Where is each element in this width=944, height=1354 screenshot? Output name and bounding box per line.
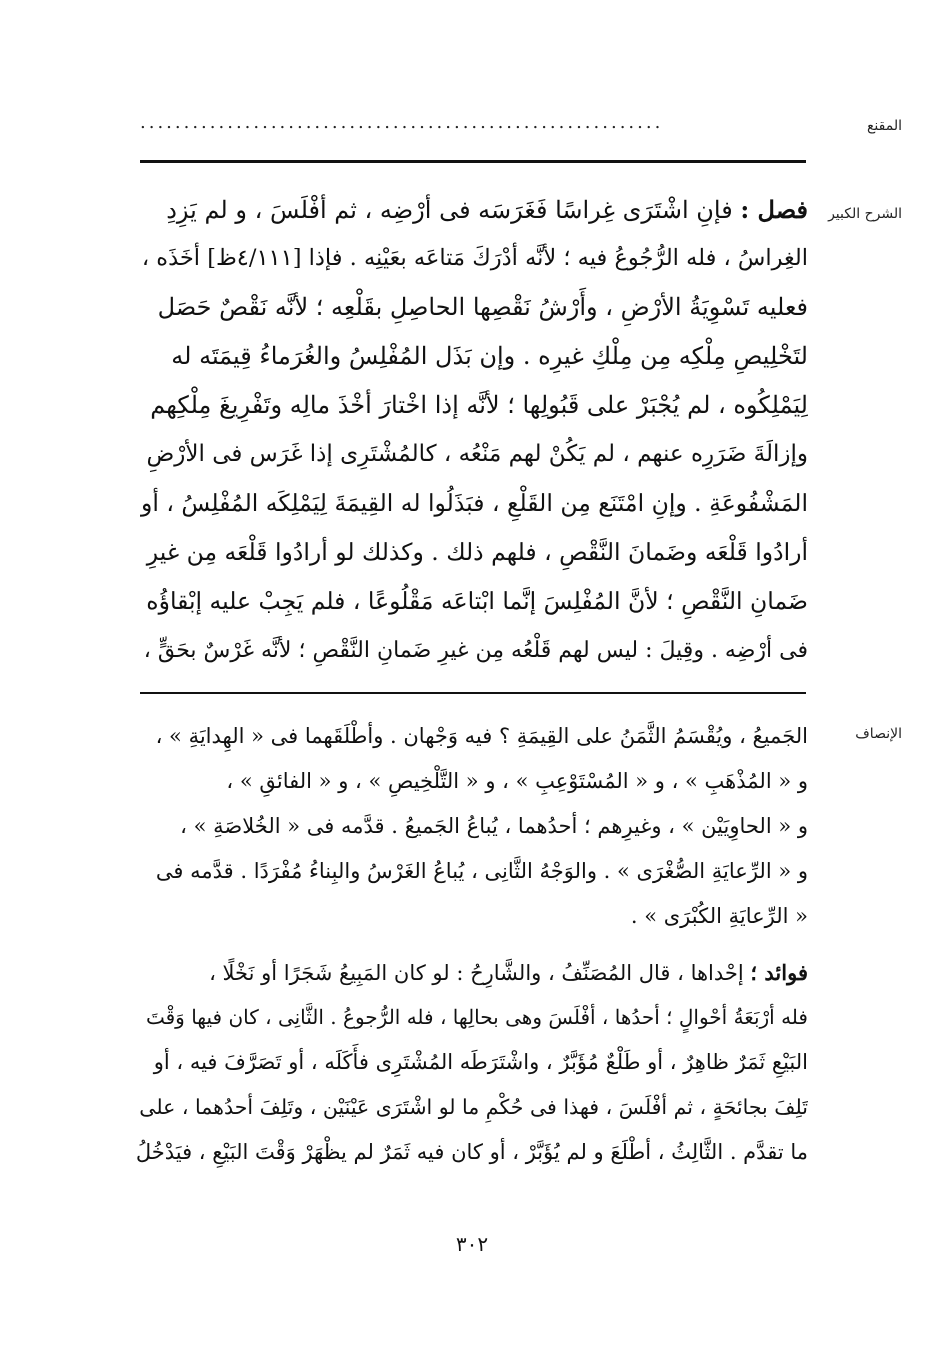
main-line-5: لِيَمْلِكُوه ، لم يُجْبَرْ على قَبُولِها ؛ لأنَّه إذا اخْتارَ أخْذَ مالِه وتَفْرِيغَ مِلْكِهم — [150, 391, 808, 419]
fawaid-line-5: ما تقدَّم . الثَّالِثُ ، أطْلَعَ و لم يُؤَبَّرْ ، أو كان فيه ثَمَرٌ لم يظْهَرْ وَقْتَ البَيْعِ ، فيَدْخُلُ — [136, 1140, 808, 1164]
fawaid-line-1: فوائد ؛ إحْداها ، قال المُصَنِّفُ ، والشَّارِحُ : لو كان المَبِيعُ شَجَرًا أو نَخْلًا ، — [209, 960, 808, 985]
footnote-line-1: الجَميعُ ، ويُقْسَمُ الثَّمَنُ على القِيمَةِ ؟ فيه وَجْهان . وأطْلَقَهما فى « الهِدايَةِ » ، — [155, 724, 808, 748]
section-heading: فصل : — [740, 195, 808, 224]
footnote-side-label: الإنصاف — [855, 726, 902, 742]
main-line-9: ضَمانِ النَّقْصِ ؛ لأنَّ المُفْلِسَ إنَّما ابْتاعَه مَقْلُوعًا ، فلم يَجِبْ عليه إبْقاؤُه — [146, 587, 808, 615]
main-line-4: لتَخْلِيصِ مِلْكِه مِن مِلْكِ غيرِه . وإن بَذَل المُفْلِسُ والغُرَماءُ قِيمَتَه له — [171, 342, 808, 370]
footnote-line-2: و « المُذْهَبِ » ، و « المُسْتَوْعِبِ » ، و « التَّلْخِيصِ » ، و « الفائقِ » ، — [226, 769, 808, 793]
book-title: المقنع — [866, 118, 902, 134]
fawaid-heading: فوائد ؛ — [750, 960, 808, 985]
footnote-line-5: « الرِّعايَةِ الكُبْرَى » . — [630, 904, 808, 928]
page-number: ٣٠٢ — [455, 1232, 489, 1256]
main-line-2: الغِراسُ ، فله الرُّجُوعُ فيه ؛ لأنَّه أدْرَكَ مَتاعَه بعَيْنِه . فإذا [٤/١١١ظ] أخَذَه ، — [141, 245, 808, 271]
main-line-3: فعليه تَسْوِيَةُ الأرْضِ ، وأَرْشُ نَقْصِها الحاصِلِ بقَلْعِه ؛ لأنَّه نَقْصٌ حَصَل — [157, 293, 808, 321]
main-line-1: فصل : فإنِ اشْتَرَى غِراسًا فَغَرَسَه فى أرْضِه ، ثم أفْلَسَ ، و لم يَزِدِ — [166, 195, 808, 224]
main-line-7: المَشْفُوعَةِ . وإنِ امْتَنَع مِن القَلْعِ ، فبَذَلُوا له القِيمَةَ لِيَمْلِكَه المُفْلِسُ ، أو — [141, 489, 808, 517]
main-line-10: فى أرْضِه . وقِيلَ : ليس لهم قَلْعُه مِن غيرِ ضَمانِ النَّقْصِ ؛ لأنَّه غَرْسٌ بحَقٍّ ، — [143, 638, 808, 663]
fawaid-line-4: تَلِفَ بجائحَةٍ ، ثم أفْلَسَ ، فهذا فى حُكْمِ ما لو اشْتَرَى عَيْنَيْن ، وتَلِفَ أحدُهما ، على — [139, 1095, 808, 1119]
main-line-8: أرادُوا قَلْعَه وضَمانَ النَّقْصِ ، فلهم ذلك . وكذلك لو أرادُوا قَلْعَه مِن غيرِ — [146, 538, 808, 566]
main-text — [136, 185, 808, 675]
fawaid-text — [136, 950, 808, 1175]
main-side-label: الشرح الكبير — [828, 206, 902, 222]
header-rule — [140, 160, 806, 163]
main-line-6: وإزالَةَ ضَرَرِه عنهم ، لم يَكُنْ لهم مَنْعُه ، كالمُشْتَرِى إذا غَرَس فى الأرْضِ — [146, 441, 808, 467]
footnote-line-3: و « الحاوِيَيْن » ، وغيرِهم ؛ أحدُهما ، يُباعُ الجَميعُ . قدَّمه فى « الخُلاصَةِ » ، — [180, 814, 808, 838]
fawaid-line-3: البَيْعِ ثَمَرٌ ظاهِرٌ ، أو طَلْعٌ مُؤَبَّرٌ ، واشْتَرَطَه المُشْتَرِى فأَكَلَه ، أو تَصَرَّفَ فيه ، أو — [153, 1050, 808, 1074]
section-divider — [140, 692, 806, 694]
footnote-text — [136, 714, 808, 939]
header-dotted-leader: ............................................................ — [140, 112, 664, 133]
footnote-line-4: و « الرِّعايَةِ الصُّغْرَى » . والوَجْهُ الثَّانِى ، يُباعُ الغَرْسُ والبِناءُ مُفْرَدًا . قدَّمه فى — [155, 859, 808, 883]
fawaid-line-2: فله أرْبَعَةُ أحْوالٍ ؛ أحدُها ، أفْلَسَ وهى بحالِها ، فله الرُّجوعُ . الثَّانِى ، كان فيها وَقْتَ — [145, 1005, 808, 1029]
